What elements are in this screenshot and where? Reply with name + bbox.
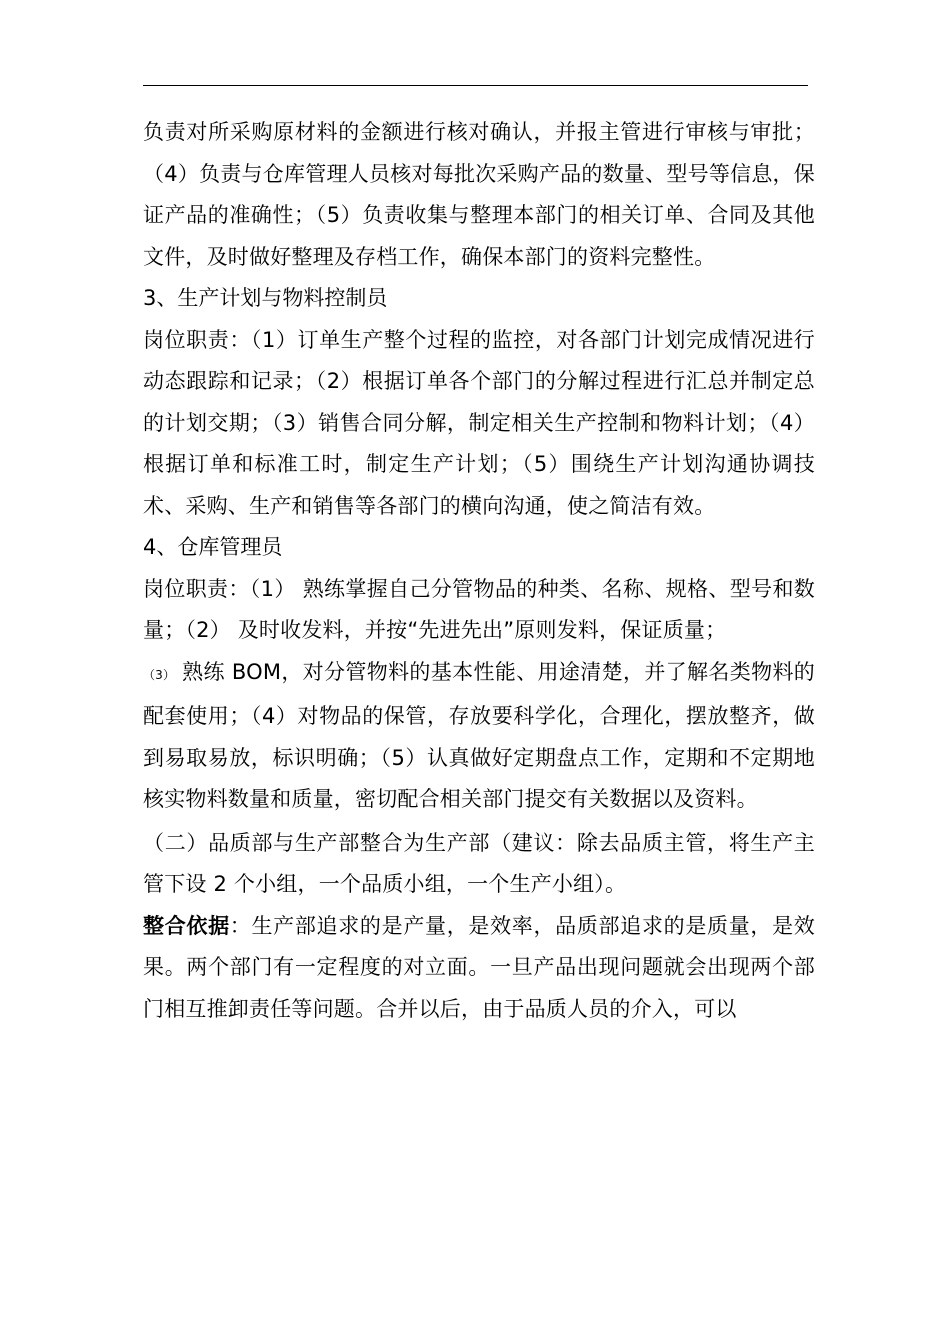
paragraph-merge-basis — [143, 906, 815, 1031]
paragraph-warehouse-duties-b — [143, 652, 815, 821]
merge-basis-text: ：生产部追求的是产量，是效率，品质部追求的是质量，是效果。两个部门有一定程度的对立面。一旦产品出现问题就会出现两个部门相互推卸责任等问题。合并以后，由于品质人员的介入，可以 — [143, 913, 815, 1021]
paragraph-planner-duties: 岗位职责：（1）订单生产整个过程的监控，对各部门计划完成情况进行动态跟踪和记录；（2）根据订单各个部门的分解过程进行汇总并制定总的计划交期；（3）销售合同分解，制定相关生产控制和物料计划；（4）根据订单和标准工时，制定生产计划；（5）围绕生产计划沟通协调技术、采购、生产和销售等各部门的横向沟通，使之简洁有效。 — [143, 327, 815, 518]
heading-warehouse-manager: 4、仓库管理员 — [143, 535, 283, 559]
paragraph-purchasing-duties: 负责对所采购原材料的金额进行核对确认，并报主管进行审核与审批；（4）负责与仓库管理人员核对每批次采购产品的数量、型号等信息，保证产品的准确性；（5）负责收集与整理本部门的相关订单、合同及其他文件，及时做好整理及存档工作，确保本部门的资料完整性。 — [143, 120, 815, 269]
heading-production-planner: 3、生产计划与物料控制员 — [143, 286, 388, 310]
paragraph-merge-proposal: （二）品质部与生产部整合为生产部（建议：除去品质主管，将生产主管下设 2 个小组，一个品质小组，一个生产小组）。 — [143, 830, 815, 896]
header-rule — [143, 85, 808, 86]
paragraph-warehouse-duties-a: 岗位职责：（1） 熟练掌握自己分管物品的种类、名称、规格、型号和数量；（2） 及时收发料，并按“先进先出”原则发料，保证质量； — [143, 576, 815, 642]
paragraph-warehouse-duties-b-text: 熟练 BOM，对分管物料的基本性能、用途清楚，并了解名类物料的配套使用；（4）对物品的保管，存放要科学化，合理化，摆放整齐，做到易取易放，标识明确；（5）认真做好定期盘点工作，定期和不定期地核实物料数量和质量，密切配合相关部门提交有关数据以及资料。 — [143, 659, 816, 811]
document-body — [143, 112, 815, 1030]
item-number-3: （3） — [143, 667, 176, 682]
merge-basis-label: 整合依据 — [143, 913, 230, 938]
